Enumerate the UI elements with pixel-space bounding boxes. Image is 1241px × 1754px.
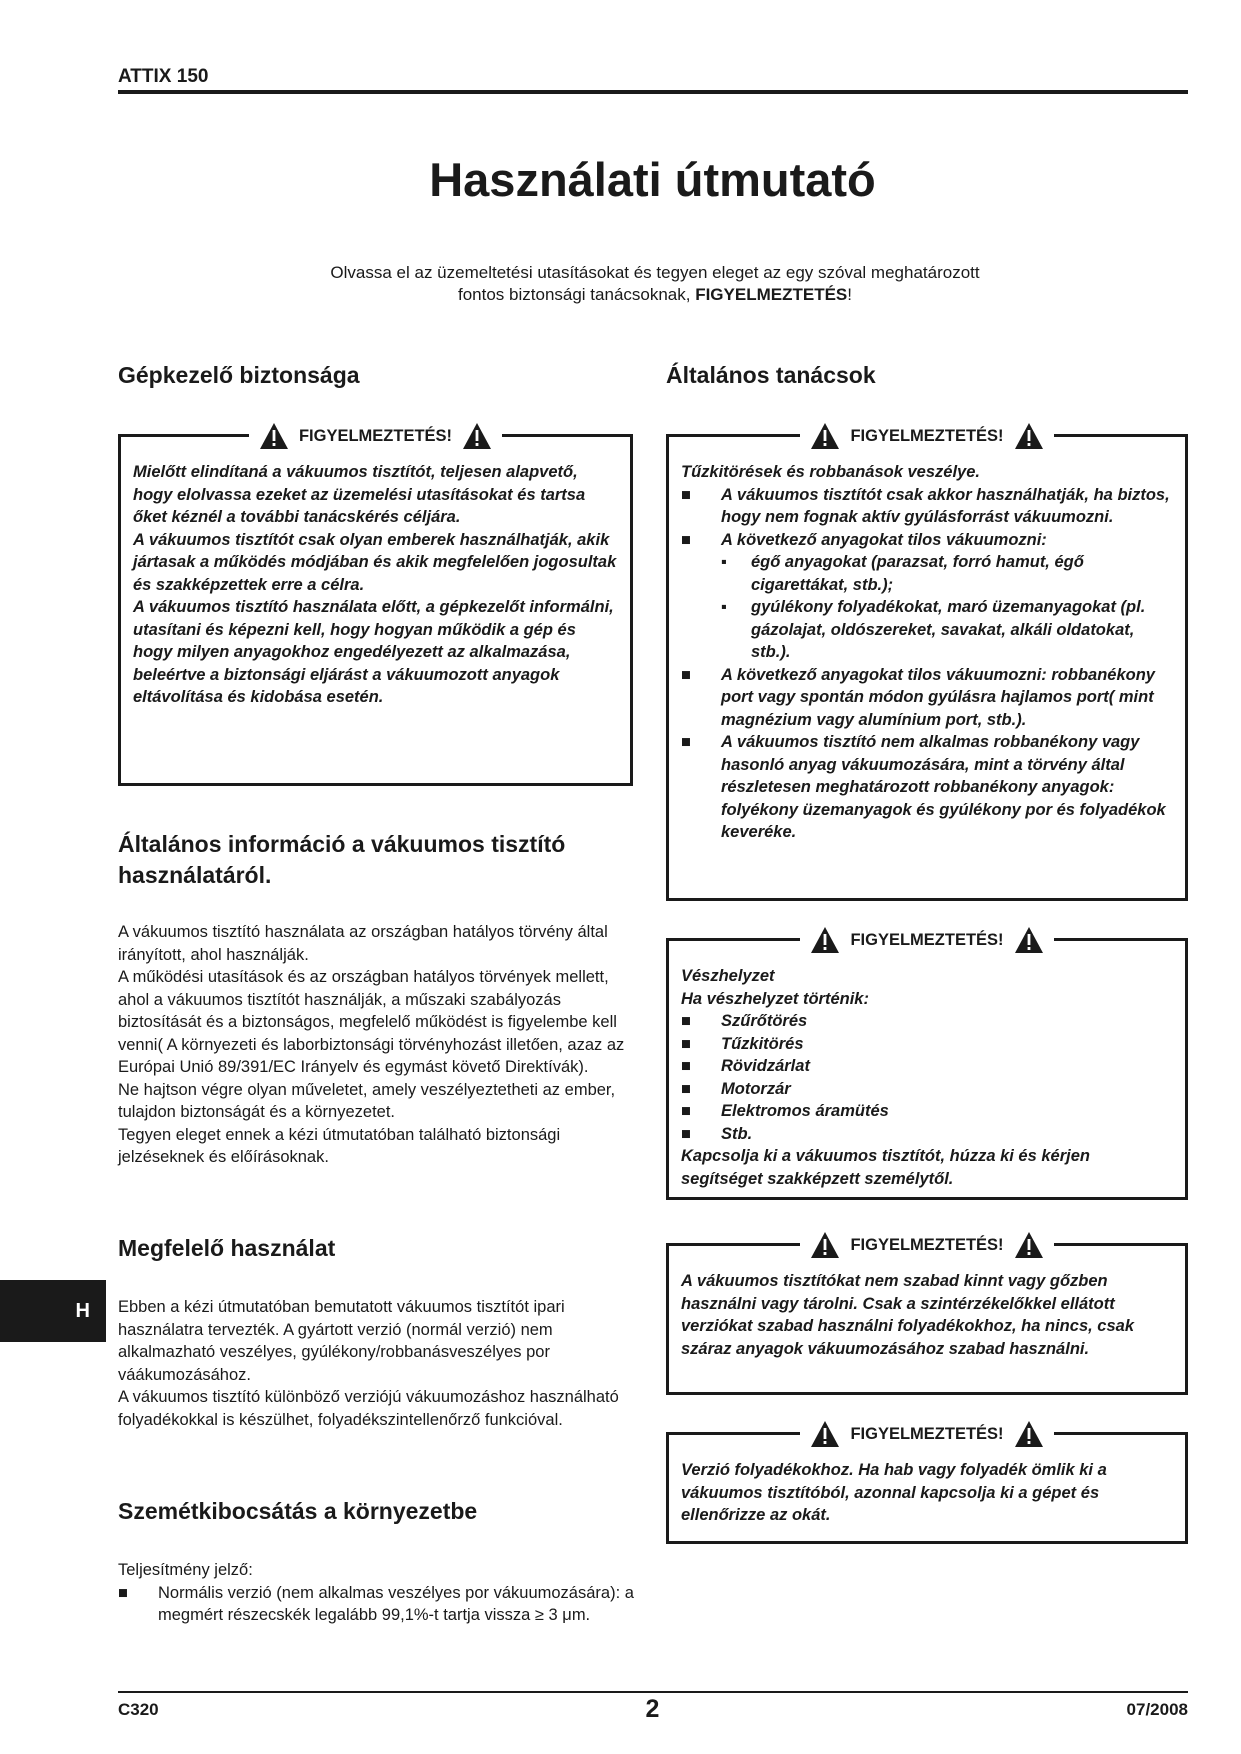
header-rule bbox=[118, 90, 1188, 94]
intro-line-2-bold: FIGYELMEZTETÉS bbox=[695, 285, 848, 304]
bullet-marker: ■ bbox=[681, 665, 691, 684]
page-number: 2 bbox=[645, 1695, 660, 1723]
operator-safety-para: A vákuumos tisztító használata előtt, a gépkezelőt informálni, utasítani és képezni kell, hogy hogyan működik a gép és hogy milyen anyagokhoz engedélyezett az alkalmazása, beleértve a biztonsági eljárást a vákuumozott anyagok eltávolítása és kidobása esetén. bbox=[133, 598, 614, 706]
warning-triangle-icon bbox=[810, 1231, 840, 1259]
liquid-version-warning-box bbox=[666, 1424, 1188, 1544]
general-info-body bbox=[118, 921, 638, 1169]
emergency-item: Stb. bbox=[721, 1124, 753, 1143]
warning-header bbox=[669, 1230, 1185, 1259]
operator-safety-warning-box bbox=[118, 426, 633, 786]
emergency-warning-box bbox=[666, 930, 1188, 1200]
intro-line-2 bbox=[270, 284, 1040, 306]
warning-header bbox=[669, 421, 1185, 450]
bullet-marker: ■ bbox=[681, 733, 691, 751]
header-title: ATTIX 150 bbox=[118, 66, 209, 87]
warning-triangle-icon bbox=[1014, 1420, 1044, 1448]
bullet-marker: ■ bbox=[118, 1583, 128, 1602]
list-item bbox=[681, 484, 1173, 529]
intro-line-2-post: ! bbox=[847, 285, 852, 304]
warning-label: FIGYELMEZTETÉS! bbox=[850, 1235, 1004, 1254]
general-info-para: Ne hajtson végre olyan műveletet, amely veszélyeztetheti az ember, tulajdon biztonságát és a környezetet. bbox=[118, 1080, 616, 1121]
general-info-para: A vákuumos tisztító használata az országban hatályos törvény által irányított, ahol használják. bbox=[118, 923, 608, 964]
operator-safety-heading: Gépkezelő biztonsága bbox=[118, 362, 360, 388]
list-item bbox=[118, 1582, 638, 1627]
list-item bbox=[681, 731, 1173, 844]
general-info-heading bbox=[118, 829, 678, 891]
fire-warning-title: Tűzkitörések és robbanások veszélye. bbox=[681, 463, 980, 481]
emergency-lead: Ha vészhelyzet történik: bbox=[681, 989, 869, 1008]
operator-safety-para: Mielőtt elindítaná a vákuumos tisztítót, teljesen alapvető, hogy elolvassa ezeket az üzemelési utasításokat és tartsa őket kéznél a további tanácskérés céljára. bbox=[133, 463, 586, 526]
emergency-item: Elektromos áramütés bbox=[721, 1102, 889, 1120]
warning-label: FIGYELMEZTETÉS! bbox=[850, 1424, 1004, 1443]
emergency-item: Motorzár bbox=[721, 1079, 791, 1098]
warning-triangle-icon bbox=[259, 422, 289, 450]
footer-date: 07/2008 bbox=[1126, 1700, 1188, 1719]
footer-rule bbox=[118, 1691, 1188, 1693]
general-info-heading-line-1: Általános információ a vákuumos tisztító bbox=[118, 831, 566, 857]
warning-triangle-icon bbox=[1014, 422, 1044, 450]
bullet-marker: ■ bbox=[681, 1057, 691, 1075]
list-item bbox=[681, 664, 1173, 732]
proper-use-heading: Megfelelő használat bbox=[118, 1235, 336, 1261]
general-info-para: A működési utasítások és az országban hatályos törvények mellett, ahol a vákuumos tisztítót használják, a műszaki szabályozás biztosítását és a biztonságos, megfelelő működést is figyelembe kell venni( A környezeti és laborbiztonsági törvényhozást illetően, azaz az Európai Unió 89/391/EC Irányelv és egymást követő Direktívák). bbox=[118, 968, 625, 1076]
sub-bullet-marker: ▪ bbox=[721, 553, 727, 571]
sub-list-item bbox=[681, 596, 1173, 664]
list-item bbox=[681, 1123, 1173, 1146]
outdoor-steam-text: A vákuumos tisztítókat nem szabad kinnt vagy gőzben használni vagy tárolni. Csak a szintérzékelőkkel ellátott verziókat szabad használni folyadékokhoz, ha nincs, csak száraz anyagok vákuumozásához szabad használni. bbox=[681, 1272, 1134, 1358]
list-item bbox=[681, 1055, 1173, 1078]
warning-header bbox=[669, 925, 1185, 954]
language-tab: H bbox=[0, 1280, 106, 1342]
bullet-marker: ■ bbox=[681, 1012, 691, 1030]
emission-heading: Szemétkibocsátás a környezetbe bbox=[118, 1498, 478, 1524]
page-title: Használati útmutató bbox=[429, 153, 876, 206]
fire-warning-item: A vákuumos tisztítót csak akkor használhatják, ha biztos, hogy nem fognak aktív gyúlásforrást vákuumozni. bbox=[721, 485, 1170, 526]
warning-header bbox=[121, 421, 630, 450]
warning-label: FIGYELMEZTETÉS! bbox=[850, 426, 1004, 445]
list-item bbox=[681, 1033, 1173, 1056]
outdoor-steam-warning-box bbox=[666, 1235, 1188, 1395]
footer-model-code: C320 bbox=[118, 1700, 159, 1719]
warning-triangle-icon bbox=[810, 926, 840, 954]
proper-use-para: A vákuumos tisztító különböző verziójú vákuumozáshoz használható folyadékokkal is készülhet, folyadékszintellenőrző funkcióval. bbox=[118, 1388, 619, 1429]
general-advice-heading: Általános tanácsok bbox=[666, 362, 876, 388]
emergency-item: Rövidzárlat bbox=[721, 1057, 810, 1075]
warning-label: FIGYELMEZTETÉS! bbox=[298, 426, 453, 445]
emission-body bbox=[118, 1559, 638, 1627]
sub-bullet-marker: ▪ bbox=[721, 598, 727, 616]
warning-triangle-icon bbox=[810, 1420, 840, 1448]
fire-warning-item: A vákuumos tisztító nem alkalmas robbanékony vagy hasonló anyag vákuumozására, mint a törvény által részletesen meghatározott robbanékony anyagok: folyékony üzemanyagok és gyúlékony por és folyadékok keveréke. bbox=[721, 733, 1166, 841]
bullet-marker: ■ bbox=[681, 1034, 691, 1053]
warning-triangle-icon bbox=[1014, 1231, 1044, 1259]
warning-triangle-icon bbox=[462, 422, 492, 450]
intro-text bbox=[270, 262, 1040, 306]
fire-explosion-warning-box bbox=[666, 426, 1188, 901]
emergency-title: Vészhelyzet bbox=[681, 967, 775, 985]
emission-bullet-text: Normális verzió (nem alkalmas veszélyes por vákuumozására): a megmért részecskék legalább 99,1%-t tartja vissza ≥ 3 μm. bbox=[158, 1583, 634, 1624]
operator-safety-para: A vákuumos tisztítót csak olyan emberek használhatják, akik jártasak a működés módjában és akik megfelelően jogosultak és szakképzettek erre a célra. bbox=[133, 530, 617, 594]
fire-warning-subitem: gyúlékony folyadékokat, maró üzemanyagokat (pl. gázolajat, oldószereket, savakat, alkáli oldatokat, stb.). bbox=[751, 598, 1146, 661]
bullet-marker: ■ bbox=[681, 530, 691, 549]
bullet-marker: ■ bbox=[681, 1079, 691, 1098]
list-item bbox=[681, 1078, 1173, 1101]
general-info-heading-line-2: használatáról. bbox=[118, 862, 272, 888]
list-item bbox=[681, 529, 1173, 552]
emergency-item: Tűzkitörés bbox=[721, 1034, 804, 1053]
bullet-marker: ■ bbox=[681, 485, 691, 504]
emergency-item: Szűrőtörés bbox=[721, 1012, 808, 1030]
bullet-marker: ■ bbox=[681, 1124, 691, 1143]
general-info-para: Tegyen eleget ennek a kézi útmutatóban található biztonsági jelzéseknek és előírásoknak. bbox=[118, 1125, 561, 1166]
bullet-marker: ■ bbox=[681, 1102, 691, 1120]
warning-header bbox=[669, 1419, 1185, 1448]
emergency-closing: Kapcsolja ki a vákuumos tisztítót, húzza ki és kérjen segítséget szakképzett személytől. bbox=[681, 1147, 1090, 1188]
proper-use-para: Ebben a kézi útmutatóban bemutatott vákuumos tisztítót ipari használatra tervezték. A gyártott verzió (normál verzió) nem alkalmazható veszélyes, gyúlékony/robbanásveszélyes por váákumozásához. bbox=[118, 1298, 565, 1384]
fire-warning-subitem: égő anyagokat (parazsat, forró hamut, égő cigarettákat, stb.); bbox=[751, 553, 1084, 594]
sub-list-item bbox=[681, 551, 1173, 596]
list-item bbox=[681, 1100, 1173, 1123]
emission-lead: Teljesítmény jelző: bbox=[118, 1561, 253, 1579]
intro-line-1: Olvassa el az üzemeltetési utasításokat és tegyen eleget az egy szóval meghatározott bbox=[330, 263, 980, 282]
fire-warning-item: A következő anyagokat tilos vákuumozni: bbox=[721, 530, 1047, 549]
fire-warning-item: A következő anyagokat tilos vákuumozni: robbanékony port vagy spontán módon gyúlásra hajlamos port( mint magnézium vagy alumínium port, stb.). bbox=[721, 665, 1155, 729]
warning-label: FIGYELMEZTETÉS! bbox=[850, 930, 1004, 949]
warning-triangle-icon bbox=[1014, 926, 1044, 954]
liquid-version-text: Verzió folyadékokhoz. Ha hab vagy folyadék ömlik ki a vákuumos tisztítóból, azonnal kapcsolja ki a gépet és ellenőrizze az okát. bbox=[681, 1461, 1107, 1524]
list-item bbox=[681, 1010, 1173, 1033]
intro-line-2-pre: fontos biztonsági tanácsoknak, bbox=[458, 285, 696, 304]
warning-triangle-icon bbox=[810, 422, 840, 450]
proper-use-body bbox=[118, 1296, 648, 1431]
